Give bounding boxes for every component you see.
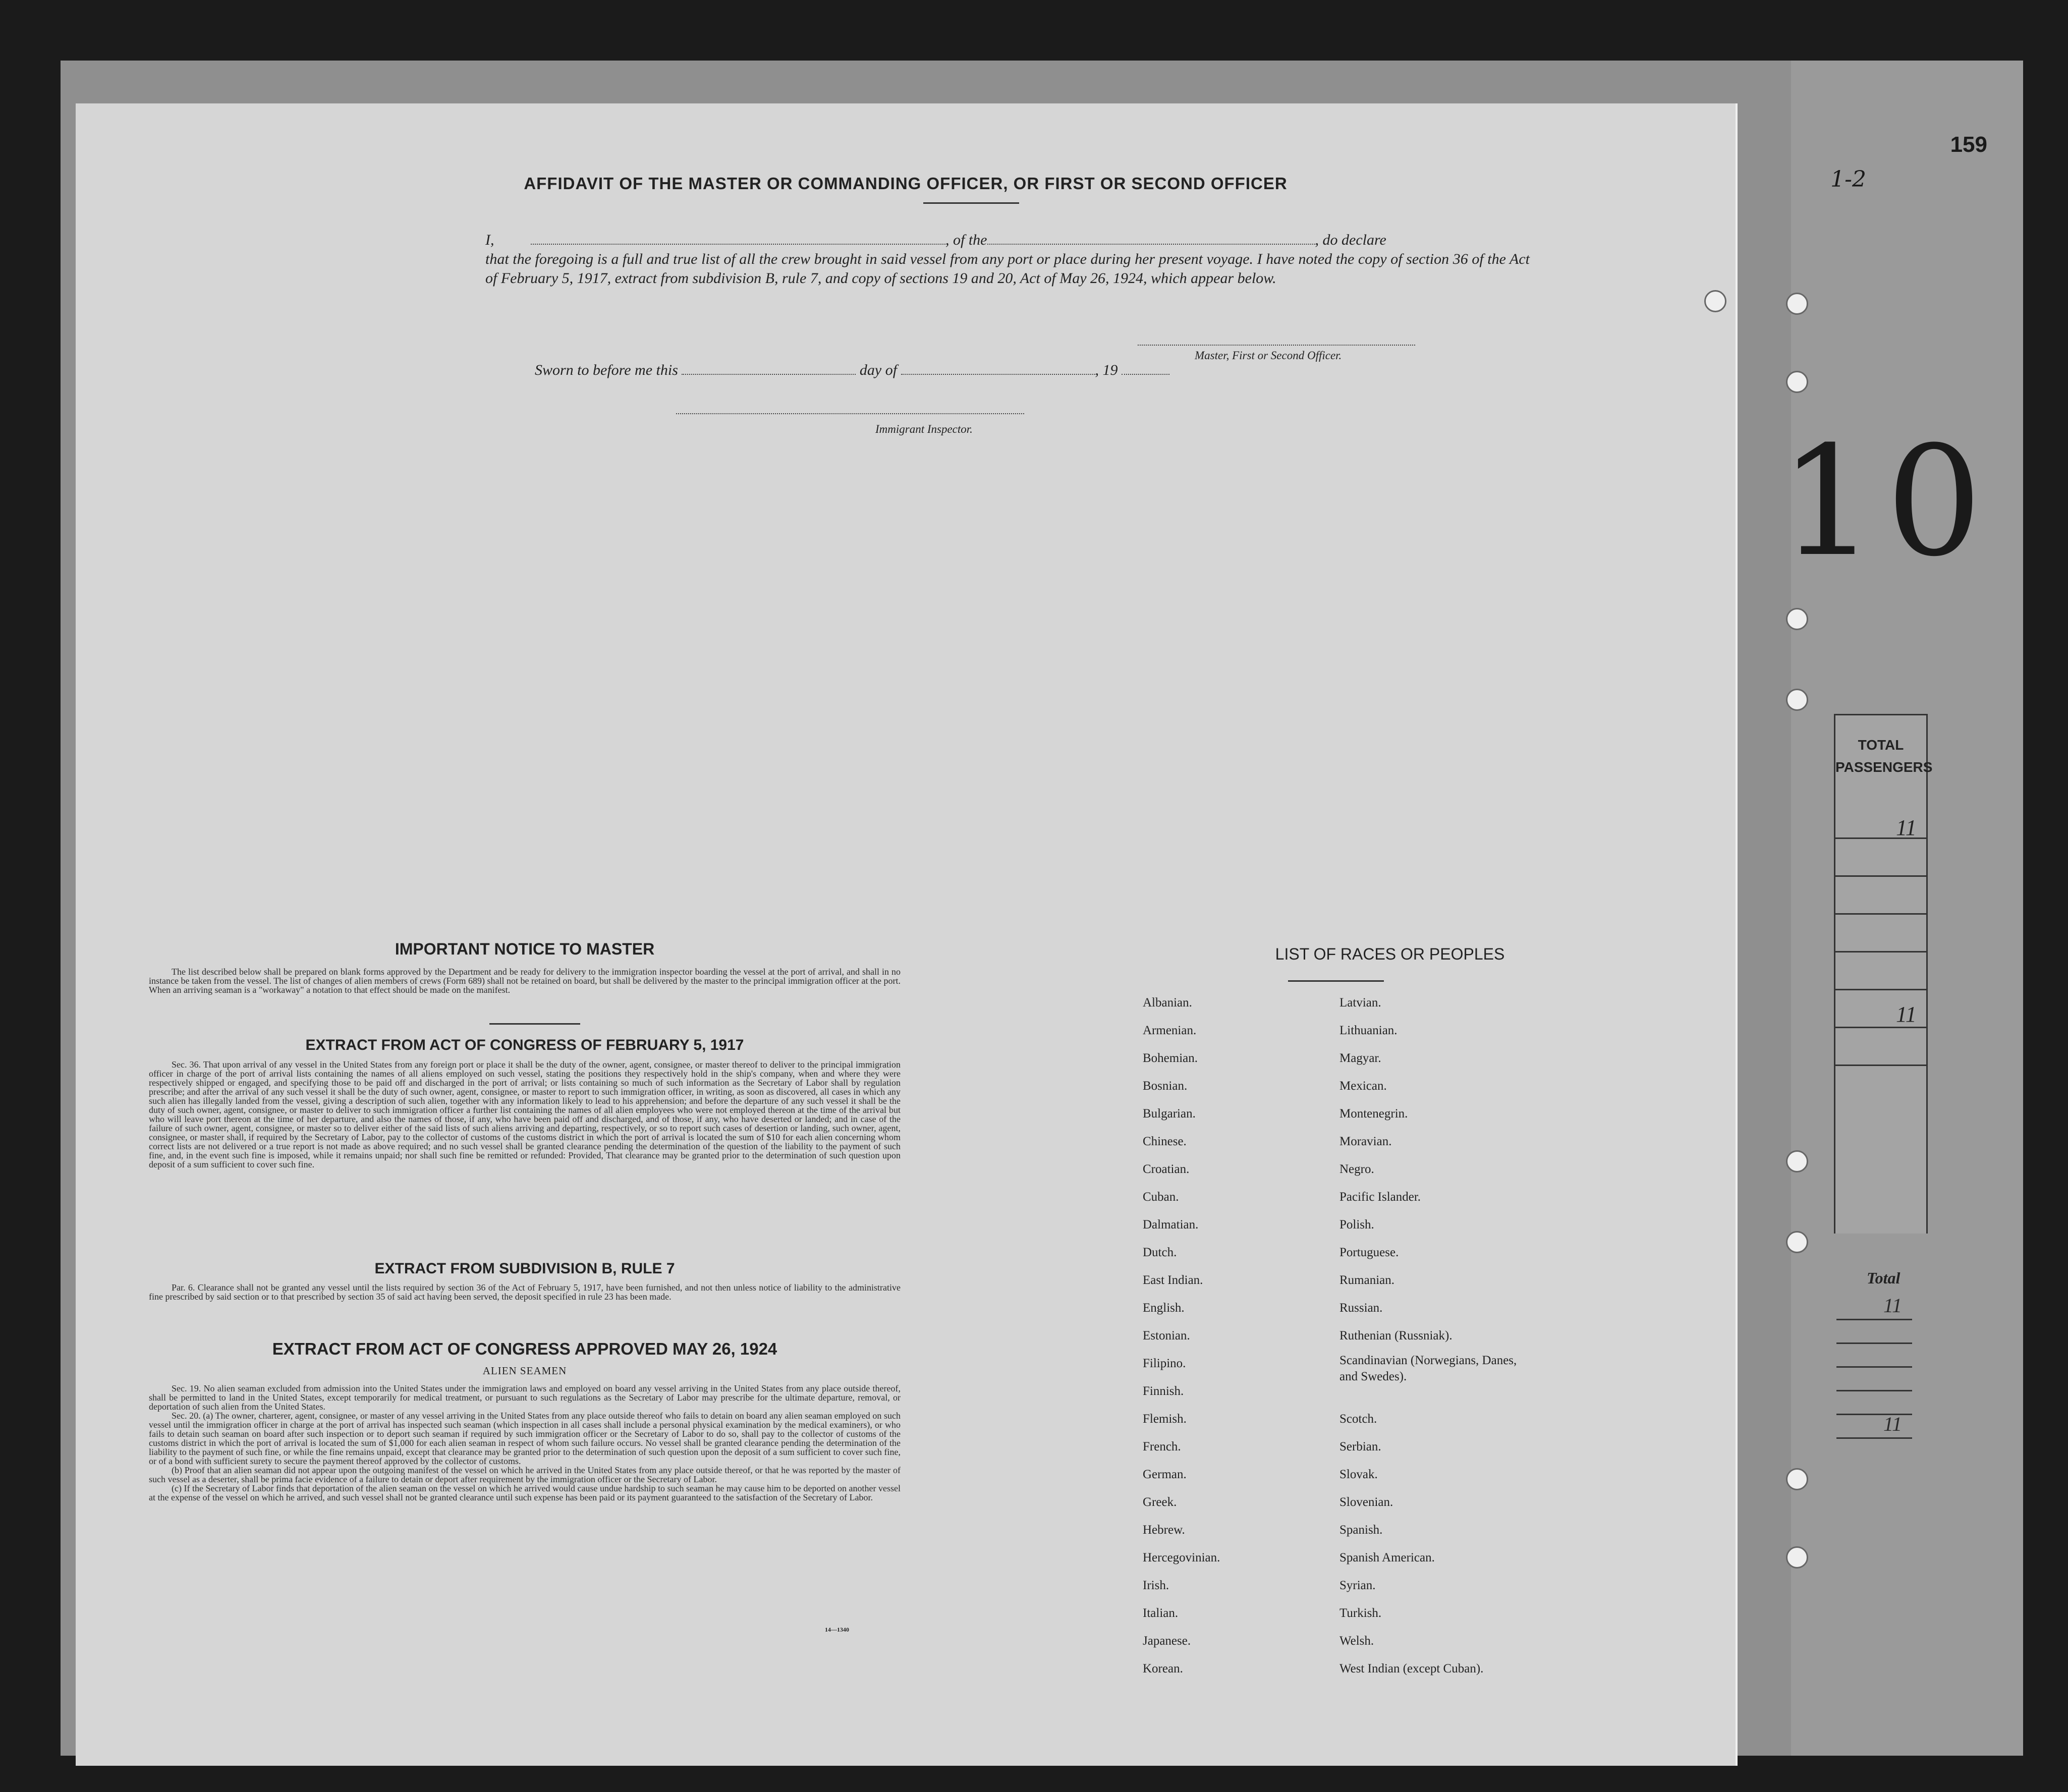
race-item: Filipino. (1143, 1357, 1186, 1370)
punch-hole (1786, 1150, 1808, 1172)
race-item: Serbian. (1339, 1440, 1381, 1453)
total-passengers-header: TOTAL PASSENGERS (1835, 737, 1933, 775)
total-value: 11 (1883, 1294, 1902, 1317)
total-lines (1836, 1294, 1912, 1439)
affidavit-do-declare: , do declare (1315, 232, 1386, 248)
race-item: Slovenian. (1339, 1495, 1393, 1509)
notice-title: IMPORTANT NOTICE TO MASTER (395, 940, 655, 958)
race-item: Japanese. (1143, 1634, 1191, 1648)
race-item: Moravian. (1339, 1135, 1392, 1148)
handwritten-mark-top: 1-2 (1830, 166, 1866, 192)
race-item: Portuguese. (1339, 1246, 1399, 1259)
handwritten-large-number: 10 (1779, 414, 1992, 590)
race-item: Latvian. (1339, 996, 1381, 1010)
race-item: Mexican. (1339, 1079, 1387, 1093)
race-item: Estonian. (1143, 1329, 1190, 1342)
race-item: Lithuanian. (1339, 1024, 1398, 1037)
rule7-text: Par. 6. Clearance shall not be granted any vessel until the lists required by section 36 of the Act of February 5, 1917, have been furnished, and not then unless notice of liability to the administrative fine prescribed by said section or to that prescribed by section 35 of said act having been served, the deposit specified in rule 23 has been made. (149, 1282, 901, 1302)
race-item: Croatian. (1143, 1162, 1190, 1176)
notice-text: The list described below shall be prepared on blank forms approved by the Department and be ready for delivery to the immigration inspector boarding the vessel at the port of arrival, and shall in no instance be taken from the vessel. The list of changes of alien members of crews (Form 689) shall not be retained on board, but shall be delivered by the master to the principal immigration officer at the port. When an arriving seaman is a "workaway" a notation to that effect should be made on the manifest. (149, 967, 901, 995)
race-item: Bohemian. (1143, 1051, 1198, 1065)
sworn-month-field[interactable] (901, 364, 1095, 375)
races-list-left (1143, 989, 1220, 1683)
punch-hole (1786, 1468, 1808, 1490)
race-item: Rumanian. (1339, 1273, 1395, 1287)
race-item: Spanish. (1339, 1523, 1383, 1537)
race-item: Montenegrin. (1339, 1107, 1408, 1121)
race-item: Chinese. (1143, 1135, 1187, 1148)
sworn-line (535, 362, 1169, 379)
page-number: 159 (1950, 132, 1987, 157)
race-item: German. (1143, 1468, 1187, 1481)
races-title: LIST OF RACES OR PEOPLES (1275, 945, 1505, 963)
affidavit-i-label: I, (485, 232, 494, 248)
punch-hole (1704, 290, 1726, 312)
race-item: West Indian (except Cuban). (1339, 1662, 1484, 1675)
inspector-signature-line[interactable] (676, 413, 1024, 414)
act-1924-text (149, 1384, 901, 1502)
act-1924-sec19: Sec. 19. No alien seaman excluded from admission into the United States under the immigration laws and employed on board any vessel arriving in the United States from any place outside thereof, shall be permitted to land in the United States, except temporarily for medical treatment, or pursuant to such regulations as the Secretary of Labor may prescribe for the ultimate departure, removal, or deportation of such alien from the United States. (149, 1383, 901, 1412)
race-item: Armenian. (1143, 1024, 1197, 1037)
affidavit-form-sheet (76, 103, 1736, 1766)
inspector-caption: Immigrant Inspector. (875, 423, 973, 435)
punch-hole (1786, 608, 1808, 630)
act-1924-sec20b: (b) Proof that an alien seaman did not appear upon the outgoing manifest of the vessel on which he arrived in the United States from any place outside thereof, or that he was reported by the master of such vessel as a deserter, shall be prima facie evidence of a failure to detain or deport after requirement by the immigration officer or the Secretary of Labor. (149, 1465, 901, 1484)
races-rule (1288, 980, 1384, 982)
race-item: Albanian. (1143, 996, 1192, 1010)
punch-hole (1786, 1546, 1808, 1569)
punch-hole (1786, 371, 1808, 393)
race-item: Greek. (1143, 1495, 1177, 1509)
title-rule (923, 202, 1019, 204)
act-1924-title: EXTRACT FROM ACT OF CONGRESS APPROVED MAY 26, 1924 (272, 1339, 777, 1358)
race-item: Slovak. (1339, 1468, 1378, 1481)
race-item: Syrian. (1339, 1579, 1376, 1592)
affidavit-title: AFFIDAVIT OF THE MASTER OR COMMANDING OFFICER, OR FIRST OR SECOND OFFICER (524, 174, 1288, 193)
affidavit-paragraph (485, 231, 1530, 288)
race-item: Pacific Islander. (1339, 1190, 1421, 1204)
total-passengers-value: 11 (1896, 815, 1917, 840)
sworn-day-of: day of (859, 362, 898, 378)
race-item: Dalmatian. (1143, 1218, 1199, 1231)
punch-hole (1786, 689, 1808, 711)
race-item: Irish. (1143, 1579, 1169, 1592)
sworn-day-field[interactable] (682, 364, 856, 375)
vessel-field[interactable] (987, 234, 1315, 245)
act-1917-title: EXTRACT FROM ACT OF CONGRESS OF FEBRUARY 5, 1917 (305, 1037, 744, 1053)
race-item: Hebrew. (1143, 1523, 1185, 1537)
punch-hole (1786, 1231, 1808, 1253)
race-item: Scandinavian (Norwegians, Danes, and Swedes). (1339, 1354, 1517, 1383)
total-label: Total (1867, 1269, 1901, 1287)
race-item: Bulgarian. (1143, 1107, 1196, 1121)
name-field[interactable] (531, 234, 945, 245)
affidavit-of-the: , of the (945, 232, 987, 248)
race-item: Hercegovinian. (1143, 1551, 1220, 1564)
act-1917-text: Sec. 36. That upon arrival of any vessel in the United States from any foreign port or place it shall be the duty of the owner, agent, consignee, or master thereof to deliver to the principal immigration officer in charge of the port of arrival lists containing the names of all aliens employed on such vessel, stating the positions they respectively hold in the ship's company, when and where they were respectively shipped or engaged, and specifying those to be paid off and discharged in the port of arrival; or lists containing so much of such information as the Secretary of Labor shall by regulation prescribe; and after the arrival of any such vessel it shall be the duty of such owner, agent, consignee, or master to report to such immigration officer, in writing, as soon as discovered, all cases in which any such alien has illegally landed from the vessel, giving a description of such alien, together with any information likely to lead to his apprehension; and before the departure of any such vessel it shall be the duty of such owner, agent, consignee, or master to deliver to such immigration officer a further list containing the names of all alien employees who were not employed thereon at the time of the arrival but who will leave port thereon at the time of her departure, and also the names of those, if any, who have been paid off and discharged, and of those, if any, who have deserted or landed; and in case of the failure of such owner, agent, consignee, or master so to deliver either of the said lists of such aliens arriving and departing, respectively, or so to report such cases of desertion or landing, such owner, agent, consignee, or master shall, if required by the Secretary of Labor, pay to the collector of customs of the customs district in which the port of arrival is located the sum of $10 for each alien concerning whom correct lists are not delivered or a true report is not made as above required; and no such vessel shall be granted clearance pending the determination of the question of the liability to the payment of such fine, and, in the event such fine is imposed, while it remains unpaid; nor shall such fine be remitted or refunded: Provided, That clearance may be granted prior to the determination of such question upon deposit of a sum sufficient to cover such fine. (149, 1059, 901, 1169)
race-item: Ruthenian (Russniak). (1339, 1329, 1452, 1342)
act-1924-sec20a: Sec. 20. (a) The owner, charterer, agent, consignee, or master of any vessel arriving in the United States from any place outside thereof who fails to detain on board any alien seaman employed on such vessel until the immigration officer in charge at the port of arrival has inspected such seaman (which inspection in all cases shall include a personal physical examination by the medical examiners), or who fails to detain such seaman on board after such inspection or to deport such seaman if required by such immigration officer or the Secretary of Labor to do so, shall pay to the collector of customs of the customs district in which the port of arrival is located the sum of $1,000 for each alien seaman in respect of whom such failure occurs. No vessel shall be granted clearance pending the determination of the liability to the payment of such fine, or while the fine remains unpaid, except that clearance may be granted prior to the determination of such question upon the deposit of a sum sufficient to cover such fine, or of a bond with sufficient surety to secure the payment thereof approved by the collector of customs. (149, 1411, 901, 1466)
rule7-title: EXTRACT FROM SUBDIVISION B, RULE 7 (374, 1260, 675, 1277)
race-item: English. (1143, 1301, 1185, 1315)
sworn-year-field[interactable] (1122, 364, 1169, 375)
race-item: Italian. (1143, 1606, 1179, 1620)
sworn-prefix: Sworn to before me this (535, 362, 678, 378)
punch-hole (1786, 293, 1808, 315)
race-item: Finnish. (1143, 1384, 1184, 1398)
master-signature-caption: Master, First or Second Officer. (1195, 349, 1342, 362)
race-item: Negro. (1339, 1162, 1374, 1176)
master-signature-line[interactable] (1138, 345, 1415, 346)
race-item: East Indian. (1143, 1273, 1203, 1287)
total-passengers-column (1834, 714, 1933, 1234)
race-item: Korean. (1143, 1662, 1183, 1675)
affidavit-body: that the foregoing is a full and true list of all the crew brought in said vessel from any port or place during her present voyage. I have noted the copy of section 36 of the Act of February 5, 1917, extract from subdivision B, rule 7, and copy of sections 19 and 20, Act of May 26, 1924, which appear below. (485, 251, 1530, 287)
race-item: Welsh. (1339, 1634, 1374, 1648)
sworn-year-label: , 19 (1095, 362, 1118, 378)
race-item: Turkish. (1339, 1606, 1382, 1620)
race-item: Dutch. (1143, 1246, 1177, 1259)
races-list-right (1339, 989, 1536, 1683)
notice-rule (489, 1023, 580, 1025)
race-item: Bosnian. (1143, 1079, 1188, 1093)
race-item: Flemish. (1143, 1412, 1187, 1426)
form-number: 14—1340 (825, 1626, 849, 1633)
race-item: Magyar. (1339, 1051, 1381, 1065)
total-value-2: 11 (1883, 1413, 1902, 1435)
race-item: Scotch. (1339, 1412, 1377, 1426)
act-1924-subtitle: ALIEN SEAMEN (482, 1365, 567, 1377)
act-1924-sec20c: (c) If the Secretary of Labor finds that deportation of the alien seaman on the vessel on which he arrived would cause undue hardship to such seaman he may cause him to be deported on another vessel at the expense of the vessel on which he arrived, and such vessel shall not be granted clearance until such expense has been paid or its payment guaranteed to the satisfaction of the Secretary of Labor. (149, 1483, 901, 1502)
race-item: Russian. (1339, 1301, 1383, 1315)
race-item: French. (1143, 1440, 1181, 1453)
race-item: Cuban. (1143, 1190, 1179, 1204)
race-item: Polish. (1339, 1218, 1374, 1231)
total-passengers-value-2: 11 (1896, 1002, 1917, 1027)
race-item: Spanish American. (1339, 1551, 1435, 1564)
